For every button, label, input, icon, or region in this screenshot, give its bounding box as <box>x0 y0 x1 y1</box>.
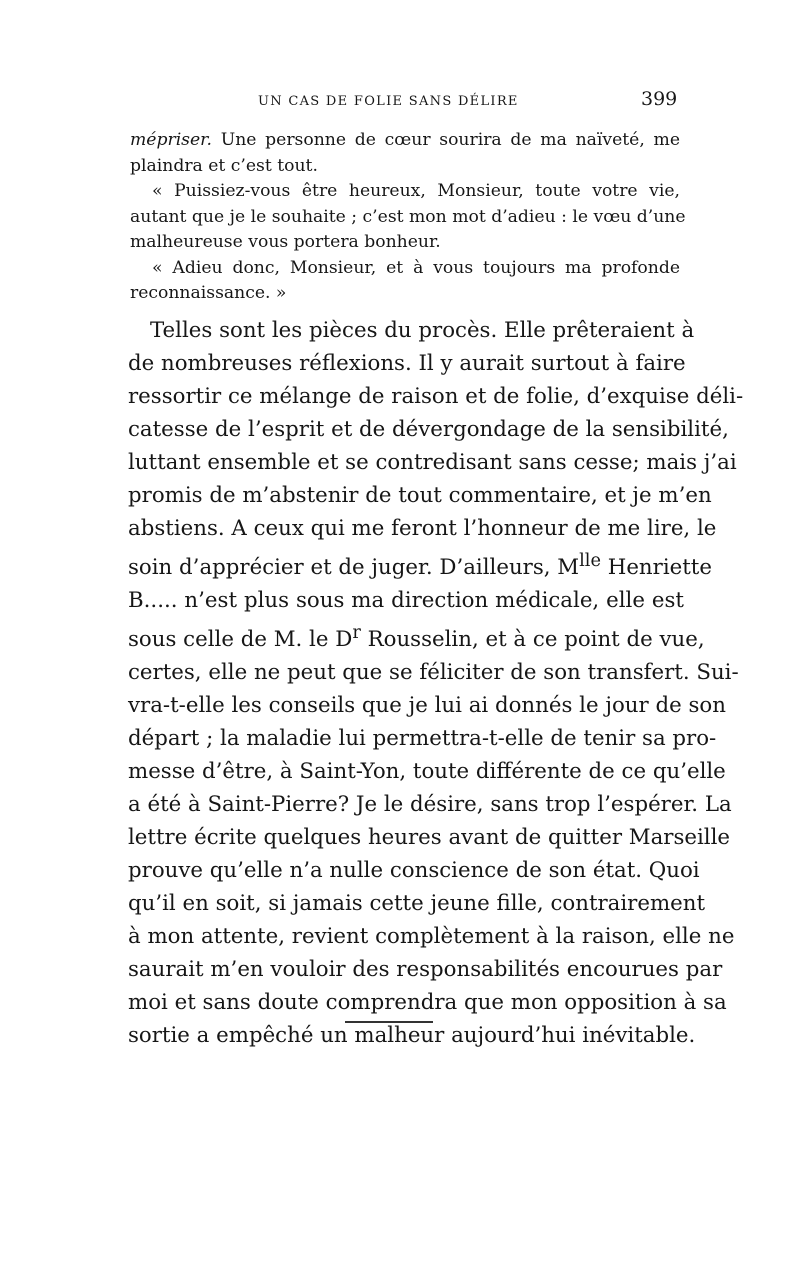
superscript: r <box>352 623 361 644</box>
superscript: lle <box>579 551 601 571</box>
body-line-19: à mon attente, revient complètement à la raison, elle ne <box>128 924 735 950</box>
emphasized-word: mépriser. <box>130 130 212 150</box>
letter-line-1: mépriser. Une personne de cœur sourira de ma naïveté, me <box>130 130 680 150</box>
end-rule <box>345 1021 433 1023</box>
running-head: UN CAS DE FOLIE SANS DÉLIRE <box>258 94 519 109</box>
body-line-22: sortie a empêché un malheur aujourd’hui inévitable. <box>128 1023 696 1049</box>
body-line-5: luttant ensemble et se contredisant sans cesse; mais j’ai <box>128 450 737 475</box>
body-line-21: moi et sans doute comprendra que mon opposition à sa <box>128 990 727 1016</box>
letter-line-5: malheureuse vous portera bonheur. <box>130 232 441 252</box>
page-number: 399 <box>641 88 678 110</box>
body-line-10: sous celle de M. le $D^r$ Rousselin, et à ce point de vue, <box>128 623 705 653</box>
body-line-20: saurait m’en vouloir des responsabilités encourues par <box>128 957 723 983</box>
body-line-9: B..... n’est plus sous ma direction médicale, elle est <box>128 588 684 614</box>
body-line-7: abstiens. A ceux qui me feront l’honneur de me lire, le <box>128 516 717 541</box>
body-line-15: a été à Saint-Pierre? Je le désire, sans trop l’espérer. La <box>128 792 732 818</box>
body-line-13: départ ; la maladie lui permettra-t-elle de tenir sa pro- <box>128 726 717 752</box>
body-line-16: lettre écrite quelques heures avant de quitter Marseille <box>128 825 731 851</box>
letter-quotation <box>130 128 686 307</box>
letter-line-6: « Adieu donc, Monsieur, et à vous toujours ma profonde <box>152 257 680 278</box>
body-line-11: certes, elle ne peut que se féliciter de son transfert. Sui- <box>128 660 739 686</box>
body-line-4: catesse de l’esprit et de dévergondage de la sensibilité, <box>128 417 729 442</box>
letter-line-4: autant que je le souhaite ; c’est mon mot d’adieu : le vœu d’une <box>130 206 686 227</box>
body-line-14: messe d’être, à Saint-Yon, toute différente de ce qu’elle <box>128 759 726 785</box>
body-line-3: ressortir ce mélange de raison et de folie, d’exquise déli- <box>128 384 744 409</box>
body-line-6: promis de m’abstenir de tout commentaire, et je m’en <box>128 483 712 508</box>
body-line-17: prouve qu’elle n’a nulle conscience de son état. Quoi <box>128 858 700 884</box>
body-line-12: vra-t-elle les conseils que je lui ai donnés le jour de son <box>128 693 726 719</box>
body-line-1: Telles sont les pièces du procès. Elle prêteraient à <box>150 318 695 343</box>
body-line-18: qu’il en soit, si jamais cette jeune fille, contrairement <box>128 891 706 917</box>
body-line-2: de nombreuses réflexions. Il y aurait surtout à faire <box>128 351 686 376</box>
letter-line-3: « Puissiez-vous être heureux, Monsieur, toute votre vie, <box>152 181 680 201</box>
letter-line-2: plaindra et c’est tout. <box>130 155 318 176</box>
body-line-8: soin d’apprécier et de juger. D’ailleurs, $M^{lle}$ Henriette <box>128 551 712 581</box>
letter-line-7: reconnaissance. » <box>130 283 287 303</box>
main-paragraph <box>128 314 744 1052</box>
